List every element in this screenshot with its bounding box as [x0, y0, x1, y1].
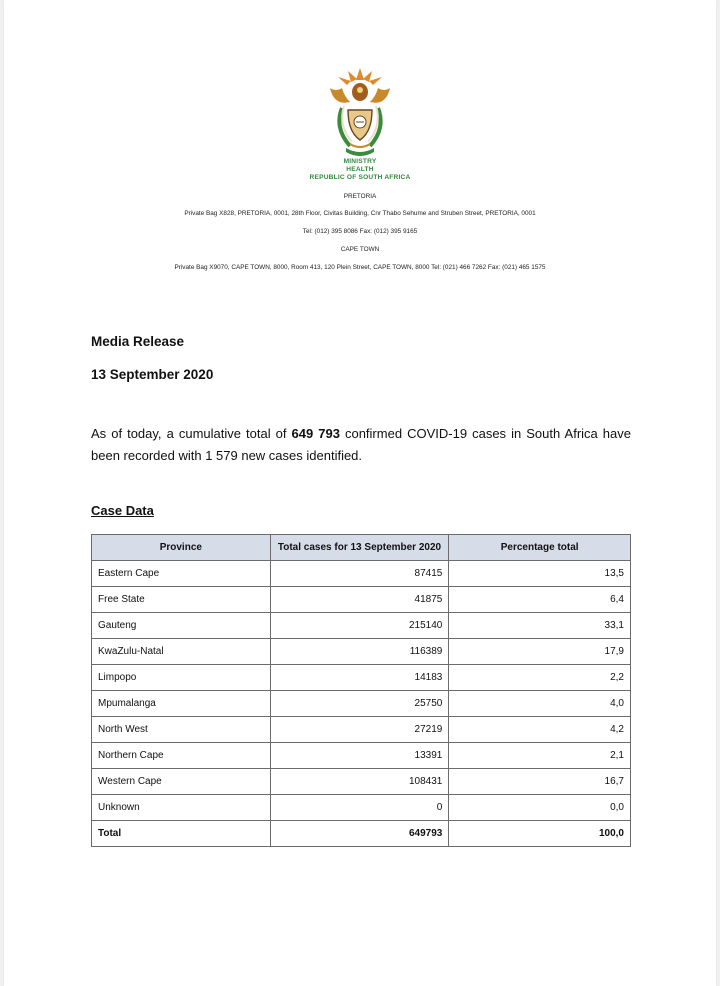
province-cell: Unknown: [92, 795, 271, 821]
province-cell: Free State: [92, 587, 271, 613]
province-cell: Eastern Cape: [92, 561, 271, 587]
table-row: [92, 769, 631, 795]
table-row: [92, 795, 631, 821]
cases-cell: 13391: [270, 743, 449, 769]
capetown-address: Private Bag X9070, CAPE TOWN, 8000, Room 413, 120 Plein Street, CAPE TOWN, 8000 Tel: (021) 466 7262 Fax: (021) 465 1575: [174, 264, 546, 271]
header-province: Province: [92, 535, 271, 561]
percentage-cell: 16,7: [449, 769, 631, 795]
new-cases-figure: 1 579: [205, 448, 238, 463]
table-row: [92, 665, 631, 691]
table-row: [92, 613, 631, 639]
percentage-cell: 4,2: [449, 717, 631, 743]
percentage-cell: 17,9: [449, 639, 631, 665]
total-percentage-cell: 100,0: [449, 821, 631, 847]
cases-cell: 14183: [270, 665, 449, 691]
percentage-cell: 6,4: [449, 587, 631, 613]
table-row: [92, 639, 631, 665]
para-middle: confirmed COVID-19 cases in South Africa have been recorded with: [91, 426, 631, 463]
case-data-table: [91, 534, 631, 847]
percentage-cell: 4,0: [449, 691, 631, 717]
ministry-line-1: MINISTRY: [343, 158, 377, 165]
pretoria-address: Private Bag X828, PRETORIA, 0001, 28th Floor, Civitas Building, Cnr Thabo Sehume and Struben Street, PRETORIA, 0001: [184, 210, 536, 217]
release-paragraph: [91, 423, 631, 467]
cases-cell: 108431: [270, 769, 449, 795]
table-total-row: [92, 821, 631, 847]
province-cell: Limpopo: [92, 665, 271, 691]
ministry-line-3: REPUBLIC OF SOUTH AFRICA: [309, 174, 411, 181]
capetown-heading: CAPE TOWN: [340, 246, 380, 253]
para-prefix: As of today, a cumulative total of: [91, 426, 292, 441]
cases-cell: 41875: [270, 587, 449, 613]
province-cell: North West: [92, 717, 271, 743]
cases-cell: 87415: [270, 561, 449, 587]
table-row: [92, 743, 631, 769]
province-cell: Western Cape: [92, 769, 271, 795]
percentage-cell: 2,2: [449, 665, 631, 691]
cases-cell: 215140: [270, 613, 449, 639]
table-row: [92, 691, 631, 717]
province-cell: KwaZulu-Natal: [92, 639, 271, 665]
coat-of-arms-logo: [320, 66, 400, 158]
table-row: [92, 587, 631, 613]
table-row: [92, 717, 631, 743]
para-suffix: new cases identified.: [237, 448, 363, 463]
percentage-cell: 2,1: [449, 743, 631, 769]
province-cell: Mpumalanga: [92, 691, 271, 717]
cases-cell: 0: [270, 795, 449, 821]
percentage-cell: 33,1: [449, 613, 631, 639]
release-date: 13 September 2020: [91, 367, 214, 382]
table-row: [92, 561, 631, 587]
province-cell: Northern Cape: [92, 743, 271, 769]
cases-cell: 116389: [270, 639, 449, 665]
pretoria-contact: Tel: (012) 395 8086 Fax: (012) 395 9165: [302, 228, 418, 235]
percentage-cell: 0,0: [449, 795, 631, 821]
ministry-line-2: HEALTH: [346, 166, 374, 173]
percentage-cell: 13,5: [449, 561, 631, 587]
cases-cell: 25750: [270, 691, 449, 717]
header-total-cases: Total cases for 13 September 2020: [270, 535, 449, 561]
media-release-heading: Media Release: [91, 334, 185, 349]
table-header-row: [92, 535, 631, 561]
total-cases-figure: 649 793: [291, 426, 340, 441]
cases-cell: 27219: [270, 717, 449, 743]
province-cell: Gauteng: [92, 613, 271, 639]
case-data-title: Case Data: [91, 503, 154, 518]
total-label-cell: Total: [92, 821, 271, 847]
total-cases-cell: 649793: [270, 821, 449, 847]
pretoria-heading: PRETORIA: [343, 193, 377, 200]
header-percentage: Percentage total: [449, 535, 631, 561]
